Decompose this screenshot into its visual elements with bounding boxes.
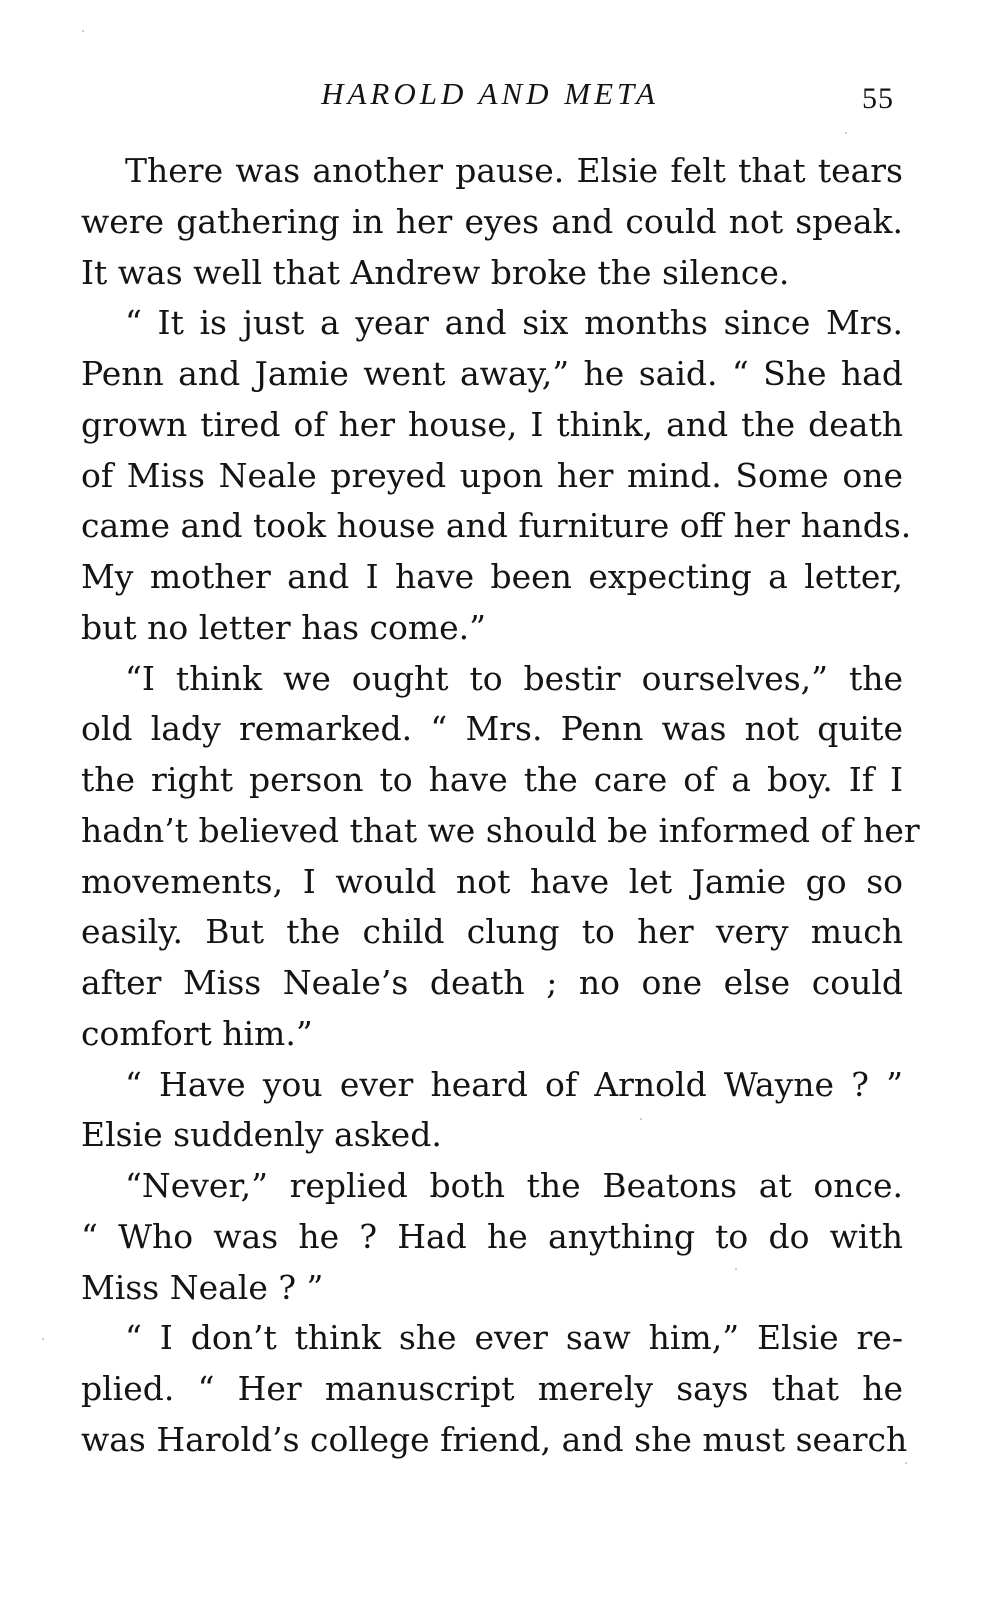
text-line: of Miss Neale preyed upon her mind. Some one: [81, 455, 903, 495]
paper-speck: [905, 1462, 907, 1464]
text-line: old lady remarked. “ Mrs. Penn was not quite: [81, 709, 903, 749]
text-line: easily. But the child clung to her very much: [81, 912, 903, 952]
running-header: [80, 70, 900, 120]
text-line: after Miss Neale’s death ; no one else could: [81, 963, 903, 1002]
text-line: Penn and Jamie went away,” he said. “ She had: [81, 354, 903, 393]
text-line: My mother and I have been expecting a letter,: [81, 557, 903, 596]
text-line: came and took house and furniture off her hands.: [81, 506, 912, 546]
text-line: grown tired of her house, I think, and the death: [81, 404, 903, 444]
text-line: plied. “ Her manuscript merely says that he: [81, 1369, 903, 1408]
paper-speck: [735, 1268, 737, 1270]
page-number: 55: [862, 82, 894, 115]
paper-speck: [42, 1338, 44, 1340]
text-line: the right person to have the care of a boy. If I: [81, 760, 903, 799]
paper-speck: [640, 1118, 642, 1120]
text-line: “ I don’t think she ever saw him,” Elsie re-: [125, 1318, 903, 1358]
text-line: but no letter has come.”: [81, 607, 487, 647]
text-line: “Never,” replied both the Beatons at once.: [125, 1166, 903, 1205]
paper-speck: [845, 132, 847, 134]
text-line: was Harold’s college friend, and she must search: [81, 1419, 908, 1459]
text-line: “ It is just a year and six months since Mrs.: [125, 303, 903, 343]
text-line: hadn’t believed that we should be informed of her: [81, 810, 920, 850]
text-line: comfort him.”: [81, 1013, 313, 1053]
text-line: There was another pause. Elsie felt that tears: [125, 151, 903, 190]
paper-speck: [82, 30, 84, 32]
text-line: “ Have you ever heard of Arnold Wayne ? ”: [125, 1064, 903, 1104]
body-text: [81, 146, 920, 1466]
text-line: were gathering in her eyes and could not speak.: [81, 201, 903, 241]
text-line: “ Who was he ? Had he anything to do with: [81, 1216, 903, 1256]
text-line: It was well that Andrew broke the silence.: [81, 252, 790, 292]
running-title: HAROLD AND META: [321, 76, 659, 111]
text-line: movements, I would not have let Jamie go so: [81, 861, 903, 901]
text-line: “I think we ought to bestir ourselves,” the: [125, 658, 903, 698]
text-line: Miss Neale ? ”: [81, 1267, 324, 1307]
text-line: Elsie suddenly asked.: [81, 1115, 442, 1155]
